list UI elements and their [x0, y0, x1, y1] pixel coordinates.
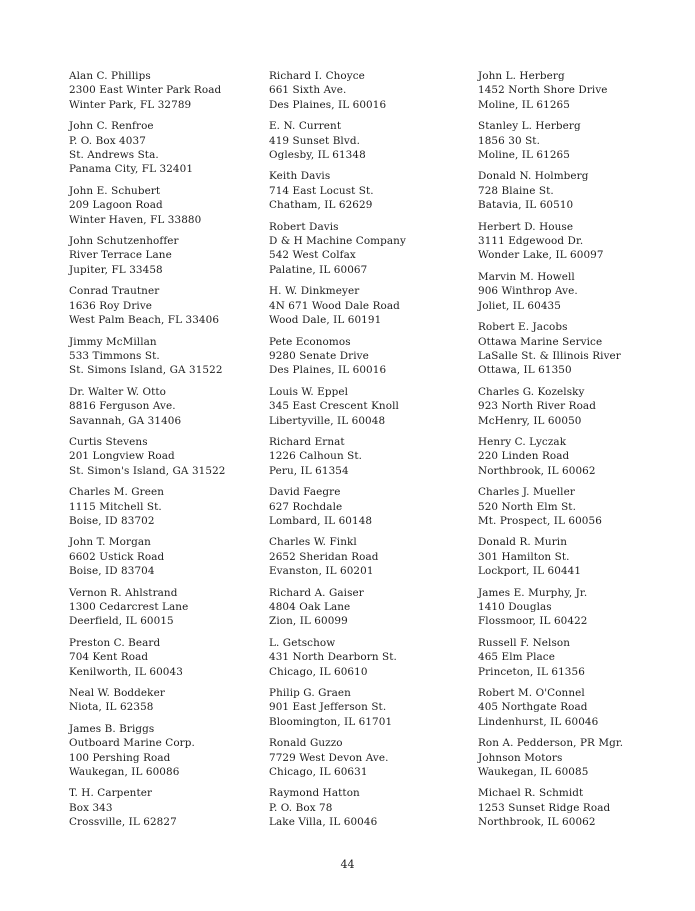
entry-address-line: Crossville, IL 62827	[69, 816, 177, 829]
address-entry	[478, 435, 678, 478]
entry-address-line: 901 East Jefferson St.	[269, 701, 387, 714]
address-entry	[69, 119, 274, 177]
address-entry	[478, 169, 678, 212]
entry-address-line: Jupiter, FL 33458	[69, 263, 163, 276]
entry-address-line: Mt. Prospect, IL 60056	[478, 514, 602, 527]
entry-name: Pete Economos	[269, 335, 351, 348]
address-column-3	[478, 69, 678, 837]
entry-name: Herbert D. House	[478, 220, 574, 233]
entry-address-line: 2300 East Winter Park Road	[69, 84, 222, 97]
entry-address-line: 542 West Colfax	[269, 249, 356, 262]
entry-address-line: 1636 Roy Drive	[69, 299, 153, 312]
entry-name: John E. Schubert	[69, 184, 161, 197]
entry-address-line: Outboard Marine Corp.	[69, 737, 195, 750]
entry-address-line: Chicago, IL 60610	[269, 665, 368, 678]
entry-name: James B. Briggs	[69, 722, 155, 735]
entry-address-line: Lake Villa, IL 60046	[269, 816, 378, 829]
address-entry	[478, 69, 678, 112]
address-entry	[269, 485, 474, 528]
address-entry	[269, 435, 474, 478]
entry-name: Robert E. Jacobs	[478, 321, 568, 334]
entry-address-line: 405 Northgate Road	[478, 701, 588, 714]
address-entry	[69, 586, 274, 629]
entry-address-line: 714 East Locust St.	[269, 184, 374, 197]
entry-name: Conrad Trautner	[69, 285, 160, 298]
entry-address-line: 2652 Sheridan Road	[269, 550, 379, 563]
entry-name: Michael R. Schmidt	[478, 787, 584, 800]
entry-address-line: Lindenhurst, IL 60046	[478, 715, 599, 728]
entry-address-line: Panama City, FL 32401	[69, 163, 194, 176]
entry-address-line: Lockport, IL 60441	[478, 565, 582, 578]
entry-address-line: P. O. Box 78	[269, 801, 333, 814]
entry-address-line: Johnson Motors	[478, 751, 563, 764]
entry-address-line: 923 North River Road	[478, 400, 596, 413]
entry-name: John Schutzenhoffer	[69, 235, 179, 248]
entry-address-line: Oglesby, IL 61348	[269, 149, 366, 162]
entry-address-line: 345 East Crescent Knoll	[269, 400, 399, 413]
entry-name: T. H. Carpenter	[69, 787, 153, 800]
entry-name: Ron A. Pedderson, PR Mgr.	[478, 737, 624, 750]
address-entry	[269, 169, 474, 212]
entry-address-line: D & H Machine Company	[269, 235, 406, 248]
entry-address-line: 6602 Ustick Road	[69, 550, 165, 563]
entry-address-line: 301 Hamilton St.	[478, 550, 570, 563]
address-entry	[69, 722, 274, 780]
address-entry	[478, 636, 678, 679]
entry-address-line: Wonder Lake, IL 60097	[478, 249, 604, 262]
entry-name: Keith Davis	[269, 170, 331, 183]
entry-name: Richard Ernat	[269, 435, 345, 448]
entry-address-line: West Palm Beach, FL 33406	[69, 314, 220, 327]
entry-name: Stanley L. Herberg	[478, 120, 581, 133]
entry-address-line: Peru, IL 61354	[269, 464, 349, 477]
entry-address-line: 1226 Calhoun St.	[269, 450, 363, 463]
address-entry	[69, 284, 274, 327]
entry-name: James E. Murphy, Jr.	[478, 586, 588, 599]
entry-address-line: 465 Elm Place	[478, 651, 555, 664]
entry-address-line: Libertyville, IL 60048	[269, 414, 386, 427]
entry-name: Donald R. Murin	[478, 536, 567, 549]
entry-address-line: Winter Haven, FL 33880	[69, 213, 202, 226]
entry-address-line: River Terrace Lane	[69, 249, 172, 262]
address-entry	[478, 586, 678, 629]
entry-address-line: 661 Sixth Ave.	[269, 84, 347, 97]
entry-address-line: 728 Blaine St.	[478, 184, 554, 197]
address-entry	[269, 586, 474, 629]
entry-address-line: 906 Winthrop Ave.	[478, 285, 578, 298]
entry-address-line: 1856 30 St.	[478, 134, 540, 147]
entry-address-line: Kenilworth, IL 60043	[69, 665, 183, 678]
entry-address-line: Niota, IL 62358	[69, 701, 154, 714]
address-entry	[269, 385, 474, 428]
address-entry	[69, 435, 274, 478]
entry-address-line: Savannah, GA 31406	[69, 414, 182, 427]
entry-address-line: 201 Longview Road	[69, 450, 175, 463]
entry-name: Charles G. Kozelsky	[478, 385, 585, 398]
entry-address-line: Chatham, IL 62629	[269, 199, 373, 212]
address-entry	[269, 535, 474, 578]
address-entry	[269, 69, 474, 112]
entry-address-line: 520 North Elm St.	[478, 500, 576, 513]
entry-address-line: 4N 671 Wood Dale Road	[269, 299, 400, 312]
entry-address-line: 1410 Douglas	[478, 601, 552, 613]
entry-address-line: 1452 North Shore Drive	[478, 84, 608, 97]
address-entry	[269, 636, 474, 679]
entry-name: H. W. Dinkmeyer	[269, 285, 360, 298]
entry-address-line: 627 Rochdale	[269, 500, 343, 513]
entry-address-line: 533 Timmons St.	[69, 349, 160, 362]
address-entry	[69, 786, 274, 829]
entry-address-line: Batavia, IL 60510	[478, 199, 574, 212]
entry-address-line: 1253 Sunset Ridge Road	[478, 801, 611, 814]
entry-address-line: Moline, IL 61265	[478, 149, 570, 162]
entry-name: John C. Renfroe	[69, 120, 154, 133]
entry-address-line: Northbrook, IL 60062	[478, 464, 596, 477]
page-number: 44	[340, 858, 355, 871]
entry-name: John L. Herberg	[478, 70, 565, 82]
address-entry	[69, 385, 274, 428]
entry-address-line: P. O. Box 4037	[69, 134, 146, 147]
address-entry	[269, 736, 474, 779]
address-entry	[269, 284, 474, 327]
address-entry	[69, 485, 274, 528]
entry-name: Neal W. Boddeker	[69, 687, 165, 700]
entry-address-line: Princeton, IL 61356	[478, 665, 585, 678]
entry-address-line: Wood Dale, IL 60191	[269, 314, 382, 327]
entry-name: Dr. Walter W. Otto	[69, 385, 167, 398]
address-entry	[269, 686, 474, 729]
entry-address-line: Boise, ID 83702	[69, 514, 155, 527]
entry-address-line: Chicago, IL 60631	[269, 766, 368, 779]
entry-name: Marvin M. Howell	[478, 270, 575, 283]
address-entry	[478, 220, 678, 263]
entry-address-line: LaSalle St. & Illinois River	[478, 349, 621, 362]
entry-address-line: Waukegan, IL 60085	[478, 766, 589, 779]
entry-address-line: 3111 Edgewood Dr.	[478, 235, 584, 248]
entry-name: Philip G. Graen	[269, 687, 351, 700]
entry-name: Raymond Hatton	[269, 787, 360, 800]
entry-name: Charles W. Finkl	[269, 536, 357, 549]
entry-address-line: 1300 Cedarcrest Lane	[69, 601, 189, 613]
entry-name: Vernon R. Ahlstrand	[69, 586, 178, 599]
entry-name: E. N. Current	[269, 120, 342, 133]
address-entry	[69, 69, 274, 112]
entry-address-line: 4804 Oak Lane	[269, 601, 351, 613]
entry-address-line: Deerfield, IL 60015	[69, 615, 174, 628]
entry-name: John T. Morgan	[69, 536, 151, 549]
entry-address-line: St. Andrews Sta.	[69, 149, 159, 162]
entry-address-line: Ottawa Marine Service	[478, 335, 603, 348]
address-entry	[478, 119, 678, 162]
address-entry	[269, 119, 474, 162]
entry-address-line: St. Simons Island, GA 31522	[69, 364, 223, 377]
entry-name: Russell F. Nelson	[478, 636, 571, 649]
entry-address-line: 1115 Mitchell St.	[69, 500, 162, 513]
address-column-1	[69, 69, 274, 837]
address-entry	[69, 535, 274, 578]
address-entry	[269, 786, 474, 829]
address-entry	[478, 786, 678, 829]
entry-address-line: 220 Linden Road	[478, 450, 570, 463]
entry-address-line: Northbrook, IL 60062	[478, 816, 596, 829]
entry-name: L. Getschow	[269, 636, 336, 649]
entry-address-line: 8816 Ferguson Ave.	[69, 400, 176, 413]
entry-name: Louis W. Eppel	[269, 385, 349, 398]
address-entry	[69, 636, 274, 679]
entry-address-line: 9280 Senate Drive	[269, 349, 369, 362]
address-entry	[478, 385, 678, 428]
entry-name: Curtis Stevens	[69, 435, 148, 448]
entry-name: Charles J. Mueller	[478, 486, 575, 499]
entry-name: Alan C. Phillips	[69, 70, 151, 82]
entry-name: Richard A. Gaiser	[269, 586, 364, 599]
entry-name: Ronald Guzzo	[269, 737, 343, 750]
entry-address-line: 7729 West Devon Ave.	[269, 751, 389, 764]
entry-address-line: 419 Sunset Blvd.	[269, 134, 360, 147]
entry-address-line: McHenry, IL 60050	[478, 414, 582, 427]
entry-address-line: Des Plaines, IL 60016	[269, 98, 387, 111]
entry-address-line: 431 North Dearborn St.	[269, 651, 397, 664]
address-entry	[478, 485, 678, 528]
entry-address-line: Box 343	[69, 801, 113, 814]
entry-address-line: 100 Pershing Road	[69, 751, 171, 764]
address-entry	[69, 686, 274, 715]
entry-name: Jimmy McMillan	[69, 335, 157, 348]
entry-address-line: Zion, IL 60099	[269, 615, 348, 628]
entry-address-line: Joliet, IL 60435	[478, 299, 561, 312]
entry-address-line: 704 Kent Road	[69, 651, 149, 664]
entry-name: Richard I. Choyce	[269, 70, 365, 82]
address-entry	[478, 736, 678, 779]
entry-address-line: Moline, IL 61265	[478, 98, 570, 111]
entry-address-line: 209 Lagoon Road	[69, 199, 163, 212]
entry-address-line: Ottawa, IL 61350	[478, 364, 572, 377]
entry-address-line: St. Simon's Island, GA 31522	[69, 464, 226, 477]
entry-name: Robert Davis	[269, 220, 339, 233]
entry-address-line: Bloomington, IL 61701	[269, 715, 393, 728]
address-entry	[478, 270, 678, 313]
address-entry	[478, 535, 678, 578]
entry-name: Charles M. Green	[69, 486, 165, 499]
entry-address-line: Boise, ID 83704	[69, 565, 155, 578]
entry-name: David Faegre	[269, 486, 341, 499]
entry-name: Henry C. Lyczak	[478, 435, 567, 448]
entry-address-line: Evanston, IL 60201	[269, 565, 374, 578]
address-entry	[478, 686, 678, 729]
address-entry	[69, 234, 274, 277]
address-entry	[269, 335, 474, 378]
entry-address-line: Lombard, IL 60148	[269, 514, 373, 527]
address-entry	[69, 184, 274, 227]
address-entry	[269, 220, 474, 278]
entry-address-line: Palatine, IL 60067	[269, 263, 368, 276]
address-entry	[478, 320, 678, 378]
address-entry	[69, 335, 274, 378]
entry-address-line: Flossmoor, IL 60422	[478, 615, 588, 628]
entry-name: Preston C. Beard	[69, 636, 161, 649]
address-column-2	[269, 69, 474, 837]
entry-name: Donald N. Holmberg	[478, 170, 589, 183]
entry-address-line: Waukegan, IL 60086	[69, 766, 180, 779]
entry-address-line: Winter Park, FL 32789	[69, 98, 192, 111]
entry-address-line: Des Plaines, IL 60016	[269, 364, 387, 377]
entry-name: Robert M. O'Connel	[478, 687, 585, 700]
